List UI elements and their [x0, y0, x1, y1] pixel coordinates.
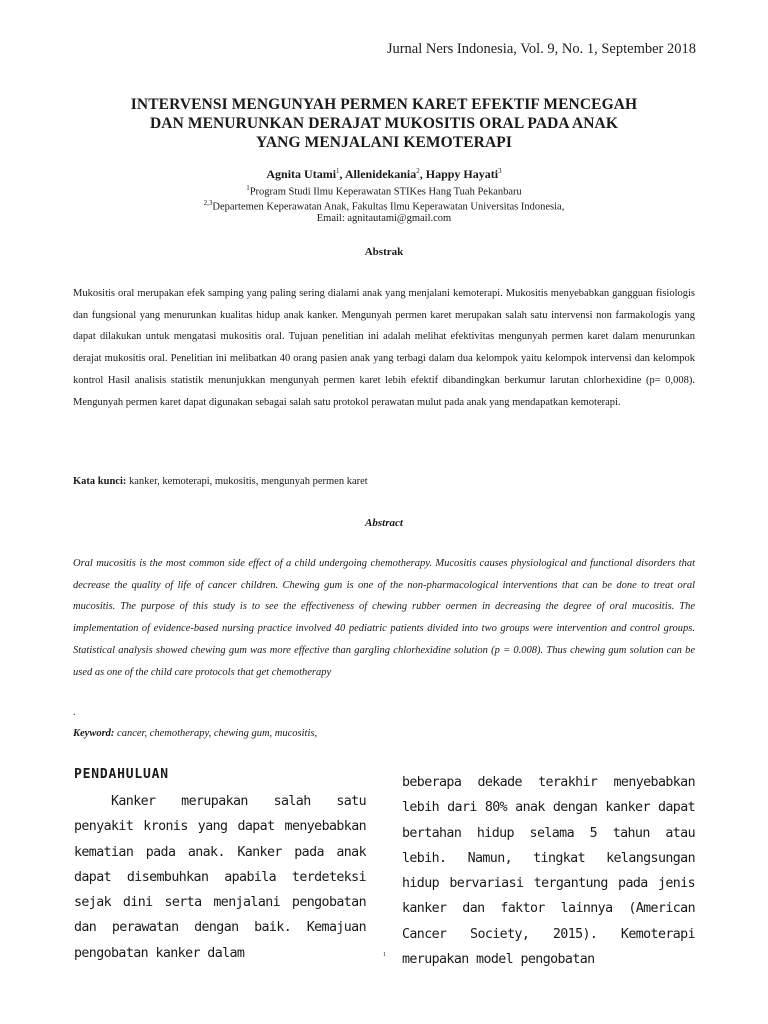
keywords	[73, 728, 695, 739]
keyword-values: cancer, chemotherapy, chewing gum, mucositis,	[114, 728, 318, 739]
kata-kunci-label: Kata kunci:	[73, 476, 127, 487]
affiliation-sup: 1	[246, 184, 250, 192]
title-line: DAN MENURUNKAN DERAJAT MUKOSITIS ORAL PADA ANAK	[149, 115, 618, 132]
author-sup: 3	[498, 167, 502, 175]
kata-kunci-values: kanker, kemoterapi, mukositis, mengunyah permen karet	[126, 476, 368, 487]
abstract-heading: Abstract	[365, 517, 403, 529]
section-heading-pendahuluan: PENDAHULUAN	[74, 767, 169, 782]
author-name: Agnita Utami	[266, 167, 337, 181]
affiliation-text: Program Studi Ilmu Keperawatan STIKes Hang Tuah Pekanbaru	[249, 186, 522, 198]
paper-title	[60, 95, 708, 152]
author-separator: ,	[419, 167, 426, 181]
title-line: YANG MENJALANI KEMOTERAPI	[256, 134, 512, 151]
body-column-right: beberapa dekade terakhir menyebabkan lebih dari 80% anak dengan kanker dapat bertahan hidup selama 5 tahun atau lebih. Namun, tingkat kelangsungan hidup bervariasi tergantung pada jenis kanker dan faktor lainnya (American Cancer Society, 2015). Kemoterapi merupakan model pengobatan	[402, 775, 695, 968]
body-text-left: Kanker merupakan salah satu penyakit kronis yang dapat menyebabkan kematian pada anak. Kanker pada anak dapat disembuhkan apabila terdeteksi sejak dini serta menjalani pengobatan dan perawatan dengan baik. Kemajuan pengobatan kanker dalam	[74, 794, 366, 961]
abstract-text: Oral mucositis is the most common side effect of a child undergoing chemotherapy. Mucositis causes physiological and functional disorders that decrease the quality of life of cancer children. Chewing gum is one of the non-pharmacological interventions that can be done to treat oral mucositis. The purpose of this study is to see the effectiveness of chewing rubber oermen in decreasing the degree of oral mucositis. The implementation of evidence-based nursing practice involved 40 pediatric patients divided into two groups were intervention and control groups. Statistical analysis showed chewing gum was more effective than gargling chlorhexidine solution (p = 0.008). Thus chewing gum solution can be used as one of the child care protocols that get chemotherapy	[73, 558, 695, 678]
affiliation-text: Departemen Keperawatan Anak, Fakultas Ilmu Keperawatan Universitas Indonesia,	[212, 201, 565, 213]
kata-kunci	[73, 476, 695, 487]
author-name: Happy Hayati	[425, 167, 499, 181]
journal-header: Jurnal Ners Indonesia, Vol. 9, No. 1, September 2018	[386, 41, 696, 57]
page-number: 1	[383, 952, 386, 958]
author-email: Email: agnitautami@gmail.com	[316, 213, 452, 224]
abstrak-heading: Abstrak	[364, 246, 404, 258]
author-sup: 2	[416, 167, 420, 175]
author-separator: ,	[339, 167, 345, 181]
affiliation-sup: 2,3	[203, 199, 213, 207]
author-name: Allenidekania	[344, 167, 417, 181]
body-column-left	[74, 789, 366, 966]
abstrak-text: Mukositis oral merupakan efek samping yang paling sering dialami anak yang menjalani kemoterapi. Mukositis menyebabkan gangguan fisiologis dan fungsional yang menurunkan kualitas hidup anak kanker. Mengunyah permen karet merupakan salah satu intervensi non farmakologis yang dapat dilakukan untuk mengatasi mukositis oral. Tujuan penelitian ini adalah melihat efektivitas mengunyah permen karet dalam menurunkan derajat mukositis oral. Penelitian ini melibatkan 40 orang pasien anak yang terbagi dalam dua kelompok yaitu kelompok intervensi dan kelompok kontrol Hasil analisis statistik menunjukkan mengunyah permen karet lebih efektif dibandingkan berkumur larutan chlorhexidine (p= 0,008). Mengunyah permen karet dapat digunakan sebagai salah satu protokol perawatan mulut pada anak yang mendapatkan kemoterapi.	[73, 288, 695, 408]
keyword-label: Keyword:	[73, 728, 115, 739]
title-line: INTERVENSI MENGUNYAH PERMEN KARET EFEKTIF MENCEGAH	[130, 96, 638, 113]
stray-dot: .	[73, 707, 76, 718]
author-list	[60, 167, 708, 182]
author-sup: 1	[336, 167, 340, 175]
